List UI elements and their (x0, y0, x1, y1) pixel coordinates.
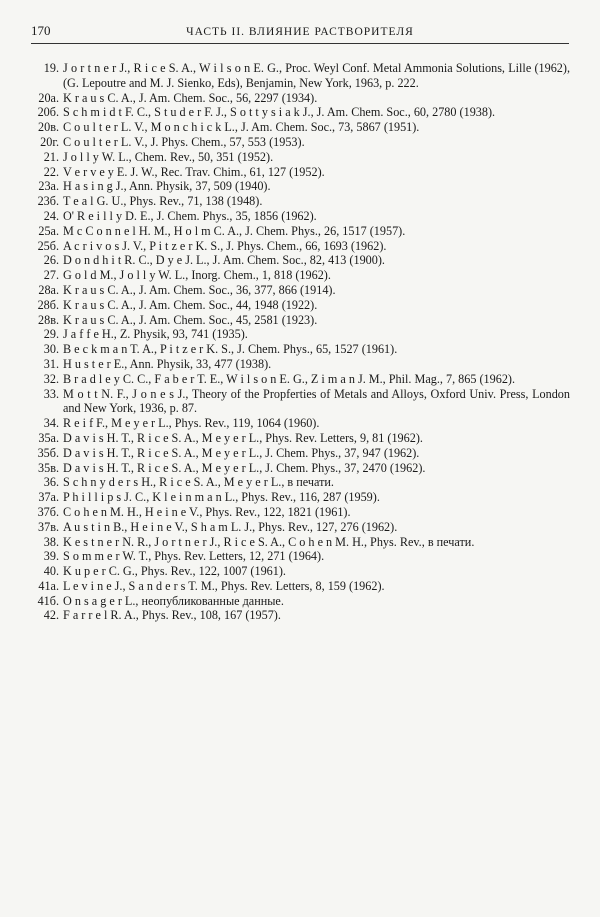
reference-text: C o h e n M. H., H e i n e V., Phys. Rev., 122, 1821 (1961). (63, 504, 351, 519)
reference-list (30, 61, 570, 623)
reference-text: J a f f e H., Z. Physik, 93, 741 (1935). (63, 327, 248, 342)
reference-number: 28б. (37, 297, 59, 312)
reference-item (30, 253, 570, 268)
reference-text: B r a d l e y C. C., F a b e r T. E., W i l s o n E. G., Z i m a n J. M., Phil. Mag., 7, 865 (1962). (63, 371, 516, 386)
reference-number: 35а. (38, 430, 59, 445)
reference-text: H a s i n g J., Ann. Physik, 37, 509 (1940). (63, 179, 271, 194)
reference-item (30, 135, 570, 150)
reference-number: 25б. (37, 238, 59, 253)
reference-item (30, 194, 570, 209)
reference-number: 30. (43, 342, 59, 357)
reference-number: 32. (43, 371, 59, 386)
reference-item (30, 179, 570, 194)
reference-text: D o n d h i t R. C., D y e J. L., J. Am. Chem. Soc., 82, 413 (1900). (63, 253, 385, 268)
reference-number: 28а. (38, 282, 59, 297)
reference-text: J o r t n e r J., R i c e S. A., W i l s o n E. G., Proc. Weyl Conf. Metal Ammonia Solutions, Lille (1962), (G. Lepoutre and M. J. Sienko, Eds), Benjamin, New York, 1963, p. 222. (63, 61, 570, 90)
reference-number: 37а. (38, 490, 59, 505)
reference-text: H u s t e r E., Ann. Physik, 33, 477 (1938). (63, 356, 272, 371)
reference-number: 34. (43, 416, 59, 431)
reference-text: A u s t i n B., H e i n e V., S h a m L. J., Phys. Rev., 127, 276 (1962). (63, 519, 398, 534)
reference-number: 41а. (38, 578, 59, 593)
reference-item (30, 475, 570, 490)
reference-number: 37б. (37, 504, 59, 519)
reference-text: K r a u s C. A., J. Am. Chem. Soc., 36, 377, 866 (1914). (63, 282, 336, 297)
reference-item (30, 564, 570, 579)
reference-text: K e s t n e r N. R., J o r t n e r J., R i c e S. A., C o h e n M. H., Phys. Rev., в печати. (63, 534, 475, 549)
reference-text: D a v i s H. T., R i c e S. A., M e y e r L., J. Chem. Phys., 37, 947 (1962). (63, 445, 420, 460)
reference-text: P h i l l i p s J. C., K l e i n m a n L., Phys. Rev., 116, 287 (1959). (63, 490, 380, 505)
reference-text: V e r v e y E. J. W., Rec. Trav. Chim., 61, 127 (1952). (63, 164, 325, 179)
reference-item (30, 342, 570, 357)
reference-text: T e a l G. U., Phys. Rev., 71, 138 (1948). (63, 194, 263, 209)
reference-item (30, 165, 570, 180)
running-title: ЧАСТЬ II. ВЛИЯНИЕ РАСТВОРИТЕЛЯ (186, 26, 414, 38)
reference-number: 20в. (38, 120, 59, 135)
reference-number: 22. (43, 164, 59, 179)
reference-number: 20г. (40, 134, 59, 149)
reference-text: G o l d M., J o l l y W. L., Inorg. Chem., 1, 818 (1962). (63, 268, 331, 283)
reference-number: 23б. (37, 194, 59, 209)
reference-item (30, 313, 570, 328)
reference-item (30, 446, 570, 461)
reference-number: 23а. (38, 179, 59, 194)
reference-item (30, 239, 570, 254)
reference-item (30, 357, 570, 372)
reference-number: 29. (43, 327, 59, 342)
reference-text: B e c k m a n T. A., P i t z e r K. S., J. Chem. Phys., 65, 1527 (1961). (63, 342, 398, 357)
reference-text: A c r i v o s J. V., P i t z e r K. S., J. Phys. Chem., 66, 1693 (1962). (63, 238, 387, 253)
reference-text: S o m m e r W. T., Phys. Rev. Letters, 12, 271 (1964). (63, 549, 325, 564)
reference-number: 35в. (38, 460, 59, 475)
reference-item (30, 490, 570, 505)
page-header (31, 23, 569, 39)
reference-item (30, 268, 570, 283)
reference-item (30, 608, 570, 623)
reference-number: 24. (43, 208, 59, 223)
reference-text: C o u l t e r L. V., J. Phys. Chem., 57, 553 (1953). (63, 134, 305, 149)
reference-number: 42. (43, 608, 59, 623)
reference-item (30, 387, 570, 417)
reference-text: M o t t N. F., J o n e s J., Theory of the Propferties of Metals and Alloys, Oxford Univ. Press, London and New York, 1936, p. 87. (63, 386, 570, 416)
reference-item (30, 594, 570, 609)
reference-item (30, 520, 570, 535)
reference-number: 38. (43, 534, 59, 549)
reference-item (30, 283, 570, 298)
reference-item (30, 549, 570, 564)
reference-number: 26. (43, 253, 59, 268)
reference-text: C o u l t e r L. V., M o n c h i c k L., J. Am. Chem. Soc., 73, 5867 (1951). (63, 120, 420, 135)
reference-item (30, 461, 570, 476)
reference-text: M c C o n n e l H. M., H o l m C. A., J. Chem. Phys., 26, 1517 (1957). (63, 223, 406, 238)
reference-text: L e v i n e J., S a n d e r s T. M., Phys. Rev. Letters, 8, 159 (1962). (63, 578, 385, 593)
reference-item (30, 327, 570, 342)
reference-number: 39. (43, 549, 59, 564)
reference-item (30, 372, 570, 387)
reference-text: J o l l y W. L., Chem. Rev., 50, 351 (1952). (63, 149, 274, 164)
reference-item (30, 224, 570, 239)
reference-number: 35б. (37, 445, 59, 460)
reference-item (30, 120, 570, 135)
reference-number: 27. (43, 268, 59, 283)
reference-text: R e i f F., M e y e r L., Phys. Rev., 119, 1064 (1960). (63, 416, 320, 431)
reference-item (30, 535, 570, 550)
reference-number: 19. (43, 61, 59, 75)
reference-number: 20б. (37, 105, 59, 120)
reference-text: O n s a g e r L., неопубликованные данные. (63, 593, 284, 608)
reference-text: S c h m i d t F. C., S t u d e r F. J., S o t t y s i a k J., J. Am. Chem. Soc., 60, 2780 (1938). (63, 105, 496, 120)
reference-text: F a r r e l R. A., Phys. Rev., 108, 167 (1957). (63, 608, 281, 623)
reference-item (30, 579, 570, 594)
reference-text: K r a u s C. A., J. Am. Chem. Soc., 56, 2297 (1934). (63, 90, 318, 105)
reference-item (30, 298, 570, 313)
reference-number: 36. (43, 475, 59, 490)
reference-text: S c h n y d e r s H., R i c e S. A., M e y e r L., в печати. (63, 475, 334, 490)
reference-number: 31. (43, 356, 59, 371)
reference-item (30, 91, 570, 106)
reference-number: 28в. (38, 312, 59, 327)
reference-number: 21. (43, 149, 59, 164)
reference-item (30, 209, 570, 224)
reference-item (30, 105, 570, 120)
reference-item (30, 505, 570, 520)
header-rule (31, 43, 569, 44)
page-number: 170 (31, 23, 51, 38)
reference-text: D a v i s H. T., R i c e S. A., M e y e r L., Phys. Rev. Letters, 9, 81 (1962). (63, 430, 423, 445)
reference-number: 41б. (37, 593, 59, 608)
reference-text: D a v i s H. T., R i c e S. A., M e y e r L., J. Chem. Phys., 37, 2470 (1962). (63, 460, 426, 475)
reference-number: 37в. (38, 519, 59, 534)
reference-item (30, 150, 570, 165)
reference-item (30, 431, 570, 446)
reference-item (30, 61, 570, 91)
reference-number: 25а. (38, 223, 59, 238)
reference-number: 20а. (38, 90, 59, 105)
reference-text: O' R e i l l y D. E., J. Chem. Phys., 35, 1856 (1962). (63, 208, 317, 223)
reference-text: K r a u s C. A., J. Am. Chem. Soc., 45, 2581 (1923). (63, 312, 318, 327)
reference-number: 33. (43, 386, 59, 401)
reference-text: K r a u s C. A., J. Am. Chem. Soc., 44, 1948 (1922). (63, 297, 318, 312)
reference-text: K u p e r C. G., Phys. Rev., 122, 1007 (1961). (63, 564, 286, 579)
reference-number: 40. (43, 564, 59, 579)
reference-item (30, 416, 570, 431)
